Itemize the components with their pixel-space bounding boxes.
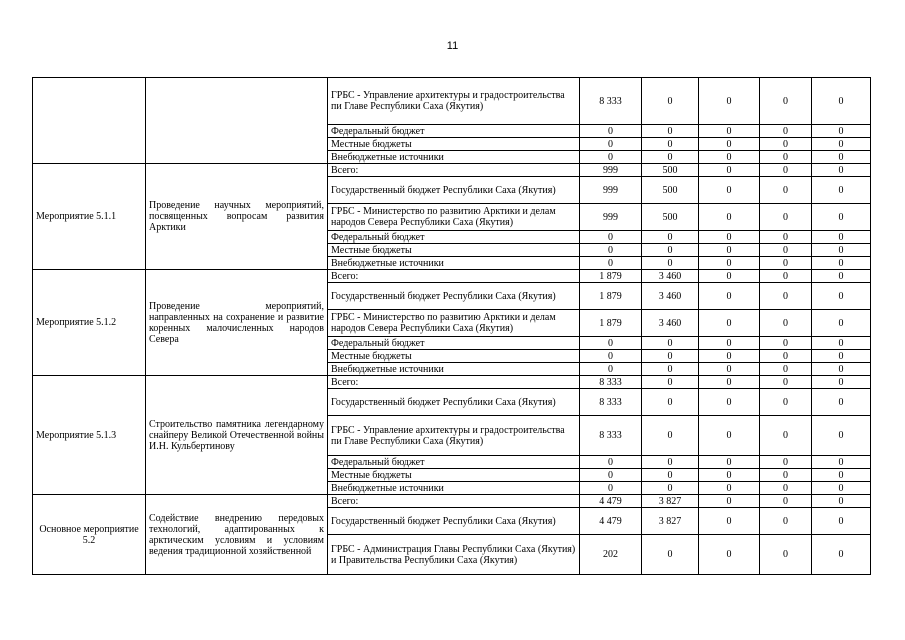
amount-cell: 0 [812,376,871,389]
amount-cell: 0 [699,456,760,469]
amount-cell: 0 [642,337,699,350]
amount-cell: 500 [642,177,699,204]
funding-source: ГРБС - Администрация Главы Республики Саха (Якутия) и Правительства Республики Саха (Якутия) [328,535,580,575]
amount-cell: 0 [760,389,812,416]
amount-cell: 8 333 [580,389,642,416]
amount-cell: 0 [699,78,760,125]
amount-cell: 0 [642,350,699,363]
activity-title: Строительство памятника легендарному снайперу Великой Отечественной войны И.Н. Кульбертинову [146,376,328,495]
amount-cell: 0 [699,508,760,535]
amount-cell: 0 [642,482,699,495]
amount-cell: 0 [812,177,871,204]
amount-cell: 1 879 [580,270,642,283]
amount-cell: 0 [760,337,812,350]
amount-cell: 0 [699,244,760,257]
funding-source: Всего: [328,495,580,508]
activity-code: Мероприятие 5.1.1 [33,164,146,270]
amount-cell: 0 [812,469,871,482]
amount-cell: 0 [699,151,760,164]
amount-cell: 0 [812,257,871,270]
amount-cell: 0 [699,535,760,575]
amount-cell: 0 [699,257,760,270]
funding-source: Государственный бюджет Республики Саха (Якутия) [328,283,580,310]
funding-source: Федеральный бюджет [328,456,580,469]
amount-cell: 0 [760,177,812,204]
amount-cell: 0 [760,244,812,257]
amount-cell: 3 827 [642,508,699,535]
amount-cell: 0 [812,337,871,350]
amount-cell: 999 [580,177,642,204]
amount-cell: 0 [760,270,812,283]
amount-cell: 0 [699,337,760,350]
amount-cell: 0 [812,204,871,231]
amount-cell: 8 333 [580,376,642,389]
table-row [33,164,871,177]
funding-source: Всего: [328,376,580,389]
amount-cell: 0 [642,469,699,482]
amount-cell: 0 [760,151,812,164]
amount-cell: 0 [642,363,699,376]
amount-cell: 0 [760,231,812,244]
amount-cell: 0 [812,78,871,125]
amount-cell: 0 [699,283,760,310]
amount-cell: 0 [580,151,642,164]
amount-cell: 0 [699,469,760,482]
amount-cell: 0 [699,495,760,508]
funding-source: Местные бюджеты [328,350,580,363]
amount-cell: 0 [699,350,760,363]
amount-cell: 0 [760,125,812,138]
amount-cell: 0 [642,535,699,575]
amount-cell: 999 [580,204,642,231]
amount-cell: 0 [812,244,871,257]
amount-cell: 0 [642,231,699,244]
amount-cell: 0 [580,337,642,350]
amount-cell: 0 [760,469,812,482]
funding-source: Всего: [328,164,580,177]
amount-cell: 0 [760,456,812,469]
table-row [33,78,871,125]
funding-source: ГРБС - Министерство по развитию Арктики и делам народов Севера Республики Саха (Якутия) [328,310,580,337]
amount-cell: 0 [812,125,871,138]
amount-cell: 0 [580,363,642,376]
amount-cell: 0 [699,125,760,138]
table-row [33,376,871,389]
amount-cell: 1 879 [580,283,642,310]
amount-cell: 3 460 [642,283,699,310]
amount-cell: 0 [580,125,642,138]
amount-cell: 3 460 [642,310,699,337]
amount-cell: 0 [699,231,760,244]
funding-source: Всего: [328,270,580,283]
funding-source: Внебюджетные источники [328,363,580,376]
amount-cell: 3 827 [642,495,699,508]
amount-cell: 0 [580,469,642,482]
amount-cell: 0 [812,270,871,283]
amount-cell: 0 [812,456,871,469]
amount-cell: 0 [760,310,812,337]
amount-cell: 0 [812,138,871,151]
amount-cell: 0 [760,376,812,389]
amount-cell: 0 [812,350,871,363]
amount-cell: 0 [760,204,812,231]
funding-source: ГРБС - Управление архитектуры и градостроительства пи Главе Республики Саха (Якутия) [328,416,580,456]
amount-cell: 0 [642,416,699,456]
amount-cell: 0 [580,482,642,495]
table-body [33,78,871,575]
funding-source: Местные бюджеты [328,244,580,257]
amount-cell: 0 [580,257,642,270]
funding-source: Федеральный бюджет [328,125,580,138]
amount-cell: 0 [812,231,871,244]
amount-cell: 0 [760,482,812,495]
amount-cell: 0 [812,283,871,310]
funding-source: Внебюджетные источники [328,257,580,270]
amount-cell: 0 [760,78,812,125]
amount-cell: 0 [580,231,642,244]
amount-cell: 0 [642,389,699,416]
amount-cell: 0 [580,456,642,469]
amount-cell: 4 479 [580,508,642,535]
amount-cell: 999 [580,164,642,177]
amount-cell: 0 [760,363,812,376]
amount-cell: 0 [760,508,812,535]
table-row [33,270,871,283]
amount-cell: 0 [642,78,699,125]
amount-cell: 0 [699,204,760,231]
amount-cell: 0 [580,244,642,257]
amount-cell: 8 333 [580,78,642,125]
activity-title: Проведение научных мероприятий, посвященных вопросам развития Арктики [146,164,328,270]
table-row [33,495,871,508]
funding-source: Федеральный бюджет [328,231,580,244]
funding-source: Внебюджетные источники [328,482,580,495]
amount-cell: 0 [699,164,760,177]
amount-cell: 0 [699,177,760,204]
activity-code: Основное мероприятие 5.2 [33,495,146,575]
budget-table [32,77,871,575]
amount-cell: 0 [642,257,699,270]
amount-cell: 1 879 [580,310,642,337]
funding-source: ГРБС - Управление архитектуры и градостроительства пи Главе Республики Саха (Якутия) [328,78,580,125]
amount-cell: 0 [699,376,760,389]
funding-source: Федеральный бюджет [328,337,580,350]
funding-source: Государственный бюджет Республики Саха (Якутия) [328,508,580,535]
amount-cell: 0 [642,138,699,151]
activity-title: Содействие внедрению передовых технологий, адаптированных к арктическим условиям и условиям ведения традиционной хозяйственной [146,495,328,575]
funding-source: Государственный бюджет Республики Саха (Якутия) [328,389,580,416]
activity-code [33,78,146,164]
amount-cell: 0 [760,535,812,575]
amount-cell: 0 [580,138,642,151]
amount-cell: 0 [812,389,871,416]
amount-cell: 0 [812,495,871,508]
amount-cell: 0 [812,416,871,456]
amount-cell: 0 [642,456,699,469]
activity-code: Мероприятие 5.1.2 [33,270,146,376]
funding-source: Местные бюджеты [328,138,580,151]
amount-cell: 0 [760,350,812,363]
amount-cell: 3 460 [642,270,699,283]
activity-title: Проведение мероприятий, направленных на сохранение и развитие коренных малочисленных народов Севера [146,270,328,376]
amount-cell: 0 [812,482,871,495]
amount-cell: 0 [699,416,760,456]
amount-cell: 0 [812,151,871,164]
amount-cell: 0 [699,310,760,337]
amount-cell: 0 [812,164,871,177]
amount-cell: 0 [760,164,812,177]
amount-cell: 8 333 [580,416,642,456]
amount-cell: 500 [642,204,699,231]
amount-cell: 0 [699,482,760,495]
amount-cell: 0 [699,363,760,376]
amount-cell: 500 [642,164,699,177]
amount-cell: 0 [642,376,699,389]
funding-source: ГРБС - Министерство по развитию Арктики и делам народов Севера Республики Саха (Якутия) [328,204,580,231]
amount-cell: 0 [580,350,642,363]
amount-cell: 0 [760,283,812,310]
amount-cell: 0 [642,244,699,257]
amount-cell: 0 [812,535,871,575]
amount-cell: 0 [760,495,812,508]
amount-cell: 4 479 [580,495,642,508]
activity-title [146,78,328,164]
amount-cell: 0 [642,125,699,138]
amount-cell: 202 [580,535,642,575]
funding-source: Местные бюджеты [328,469,580,482]
funding-source: Внебюджетные источники [328,151,580,164]
amount-cell: 0 [812,310,871,337]
funding-source: Государственный бюджет Республики Саха (Якутия) [328,177,580,204]
amount-cell: 0 [699,270,760,283]
amount-cell: 0 [699,389,760,416]
page-number: 11 [446,40,459,52]
amount-cell: 0 [699,138,760,151]
amount-cell: 0 [760,416,812,456]
activity-code: Мероприятие 5.1.3 [33,376,146,495]
amount-cell: 0 [642,151,699,164]
amount-cell: 0 [812,363,871,376]
amount-cell: 0 [760,257,812,270]
amount-cell: 0 [812,508,871,535]
amount-cell: 0 [760,138,812,151]
